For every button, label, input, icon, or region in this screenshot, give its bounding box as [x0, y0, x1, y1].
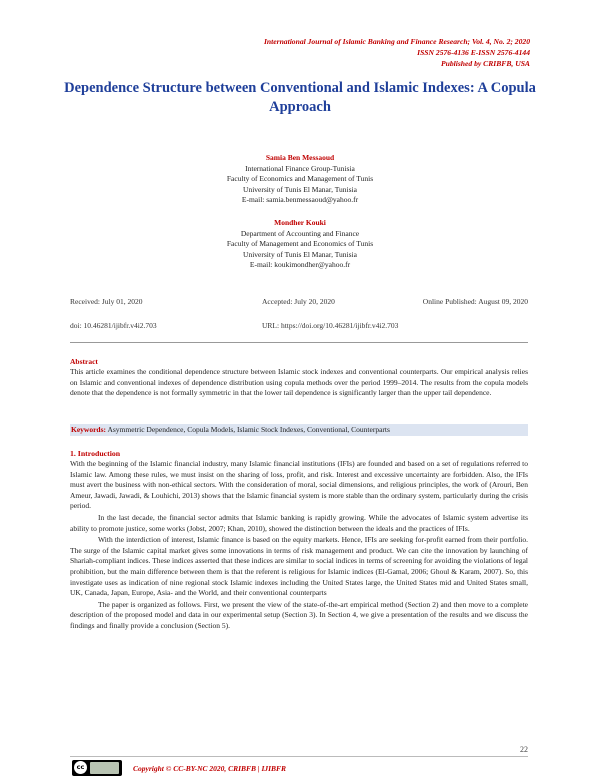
footer-divider [70, 756, 528, 757]
paper-title: Dependence Structure between Conventional and Islamic Indexes: A Copula Approach [64, 80, 536, 115]
journal-issn: ISSN 2576-4136 E-ISSN 2576-4144 [417, 48, 530, 57]
journal-header [264, 36, 530, 69]
journal-publisher: Published by CRIBFB, USA [440, 59, 530, 68]
cc-license-badge[interactable] [72, 760, 122, 776]
author-name: Mondher Kouki [274, 217, 326, 227]
keywords-text: Asymmetric Dependence, Copula Models, Islamic Stock Indexes, Conventional, Counterparts [106, 425, 390, 434]
abstract-heading: Abstract [70, 357, 98, 366]
doi-url-link[interactable]: URL: https://doi.org/10.46281/ijibfr.v4i2.703 [262, 321, 399, 330]
abstract-text: This article examines the conditional dependence structure between Islamic stock indexes and conventional counterparts. Our empirical analysis relies on Islamic and conventional indexes of dependence distribution using copula methods over the period 1999–2014. The results from the copula models denote that the dependence is not formally symmetric in that the lower tail dependence is significantly larger than the upper tail dependence. [70, 367, 528, 398]
page-number: 22 [520, 745, 528, 754]
creative-commons-icon: cc [74, 761, 87, 774]
keywords-label: Keywords: [71, 425, 106, 434]
author-email[interactable]: E-mail: samia.benmessaoud@yahoo.fr [241, 195, 359, 205]
published-date: Online Published: August 09, 2020 [422, 297, 528, 306]
author-affiliation: University of Tunis El Manar, Tunisia [243, 249, 357, 259]
copyright-footer: Copyright © CC-BY-NC 2020, CRIBFB | IJIBFR [133, 764, 287, 773]
author-block [150, 153, 450, 271]
author-name: Samia Ben Messaoud [265, 153, 335, 162]
author-email[interactable]: E-mail: koukimondher@yahoo.fr [249, 260, 351, 270]
divider [70, 342, 528, 343]
paragraph: The paper is organized as follows. First, we present the view of the state-of-the-art empirical method (Section 2) and then move to a complete description of the proposed model and data in our experimental setup (Section 3). In Section 4, we give a presentation of the results and we discuss the findings and finally provide a conclusion (Section 5). [70, 599, 528, 630]
doi: doi: 10.46281/ijibfr.v4i2.703 [70, 321, 157, 330]
paragraph: In the last decade, the financial sector admits that Islamic banking is rapidly growing. While the advocates of Islamic system advertise its ability to promote justice, some works (Jobst, 2007; Khan, 2010), showed the distinction between the ideals and the practices of IFIs. [70, 512, 528, 533]
paragraph: With the interdiction of interest, Islamic finance is based on the equity markets. Hence, IFIs are seeking for-profit earned from their portfolio. The surge of the Islamic capital market gives some innovations in terms of risk management and product. We can cite the innovation by launching of Shariah-compliant indices. These indices asserted that these indices are similar to social indices in terms of screening for avoiding the violations of legal prohibition, but the main difference between them is that the referent is religious for Islamic indices (El-Gamal, 2006; Ghoul & Karam, 2007). So, this investigate uses as indication of nine regional stock Islamic indexes including the United States large, the United States mid and United States small, UK, Canada, Japan, Europe, Asia- and the World, and their conventional counterparts [70, 535, 528, 598]
journal-name: International Journal of Islamic Banking and Finance Research; Vol. 4, No. 2; 2020 [263, 37, 530, 46]
license-terms-icon [90, 762, 119, 774]
keywords-bar [70, 424, 528, 436]
author-affiliation: Faculty of Economics and Management of Tunis [226, 174, 374, 184]
accepted-date: Accepted: July 20, 2020 [262, 297, 335, 306]
paragraph: With the beginning of the Islamic financial industry, many Islamic financial institutions (IFIs) are founded and based on a set of regulations referred to Islamic law. Among these rules, we must insist on the sharing of loss, profit, and risk. Interest and excessive uncertainty are forbidden. Also, the IFIs must avert the business with non-ethical sectors. With the consideration of moral, social dimensions, and religious principles, the work of (Arouri, Ben Ameur, Jawadi, Jawadi, & Louhichi, 2013) shows that the Islamic financial system is more stable than the ordinary system, particularly during the crisis period. [70, 459, 528, 511]
author-affiliation: Department of Accounting and Finance [240, 228, 360, 238]
author-affiliation: Faculty of Management and Economics of Tunis [226, 239, 374, 249]
received-date: Received: July 01, 2020 [70, 297, 143, 306]
introduction-body [70, 459, 528, 633]
author-affiliation: International Finance Group-Tunisia [245, 163, 355, 173]
introduction-heading: 1. Introduction [70, 449, 121, 458]
author-affiliation: University of Tunis El Manar, Tunisia [243, 184, 357, 194]
